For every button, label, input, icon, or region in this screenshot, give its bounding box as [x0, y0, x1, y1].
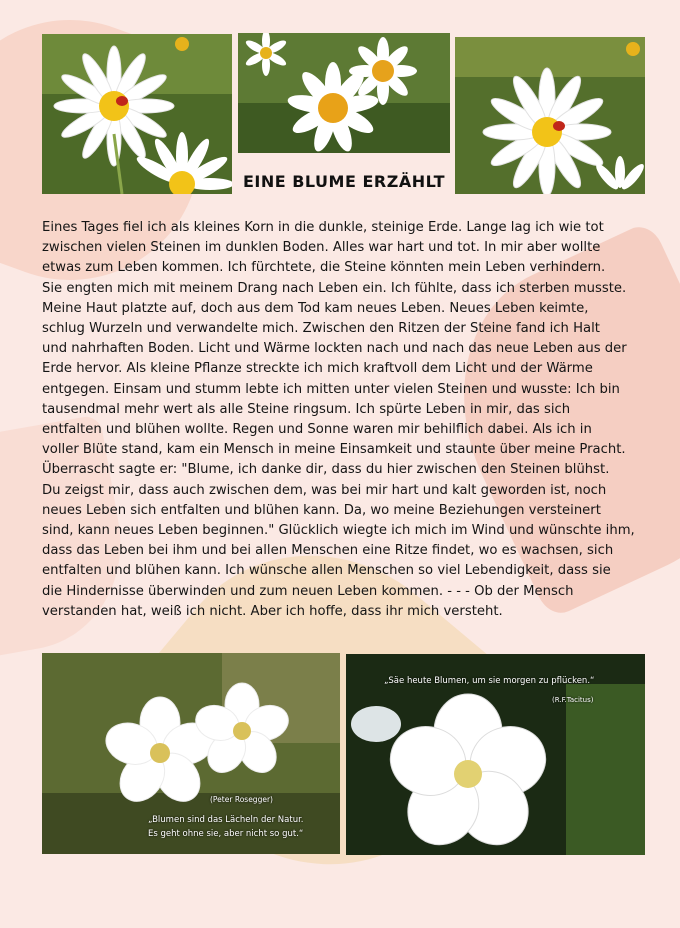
daisy-photo-middle: [238, 33, 450, 153]
story-text: Eines Tages fiel ich als kleines Korn in die dunkle, steinige Erde. Lange lag ich wie tot zwischen vielen Steinen im dunklen Boden. Alles war hart und tot. In mir aber wollte etwas zum Leben kommen. Ich fürchtete, die Steine könnten mein Leben verhindern. Sie engten mich mit meinem Drang nach Leben ein. Ich fühlte, dass ich sterben musste. Meine Haut platzte auf, doch aus dem Tod kam neues Leben. Neues Leben keimte, schlug Wurzeln und verwandelte mich. Zwischen den Ritzen der Steine fand ich Halt und nahrhaften Boden. Licht und Wärme lockten nach und nach das neue Leben aus der Erde hervor. Als kleine Pflanze streckte ich mich kraftvoll dem Licht und der Wärme entgegen. Einsam und stumm lebte ich mitten unter vielen Steinen und wusste: Ich bin tausendmal mehr wert als alle Steine ringsum. Ich spürte Leben in mir, das sich entfalten und blühen wollte. Regen und Sonne waren mir behilflich dabei. Als ich in voller Blüte stand, kam ein Mensch in meine Einsamkeit und staunte über meine Pracht. Überrascht sagte er: "Blume, ich danke dir, dass du hier zwischen den Steinen blühst. Du zeigst mir, dass auch zwischen dem, was bei mir hart und kalt geworden ist, noch neues Leben sich entfalten und blühen kann. Da, wo meine Beziehungen versteinert sind, kann neues Leben beginnen." Glücklich wiegte ich mich im Wind und wünschte ihm, dass das Leben bei ihm und bei allen Menschen eine Ritze findet, wo es wachsen, sich entfalten und blühen kann. Ich wünsche allen Menschen so viel Lebendigkeit, dass sie die Hindernisse überwinden und zum neuen Leben kommen. - - - Ob der Mensch verstanden hat, weiß ich nicht. Aber ich hoffe, dass ihr mich versteht.: [42, 220, 635, 619]
daisy-photo-right: [455, 37, 645, 194]
quote-left-author: (Peter Rosegger): [210, 795, 273, 804]
daisy-photo-left: [42, 34, 232, 194]
wildflower-photo-left: [42, 653, 340, 854]
quote-left-line1: „Blumen sind das Lächeln der Natur.: [148, 815, 304, 825]
quote-right-text: „Säe heute Blumen, um sie morgen zu pflücken.“: [384, 676, 595, 686]
quote-left-line2: Es geht ohne sie, aber nicht so gut.“: [148, 829, 304, 839]
quote-right-author: (R.F.Tacitus): [552, 696, 594, 704]
flower-photo-right: [346, 654, 645, 855]
page-title: EINE BLUME ERZÄHLT: [242, 172, 446, 191]
